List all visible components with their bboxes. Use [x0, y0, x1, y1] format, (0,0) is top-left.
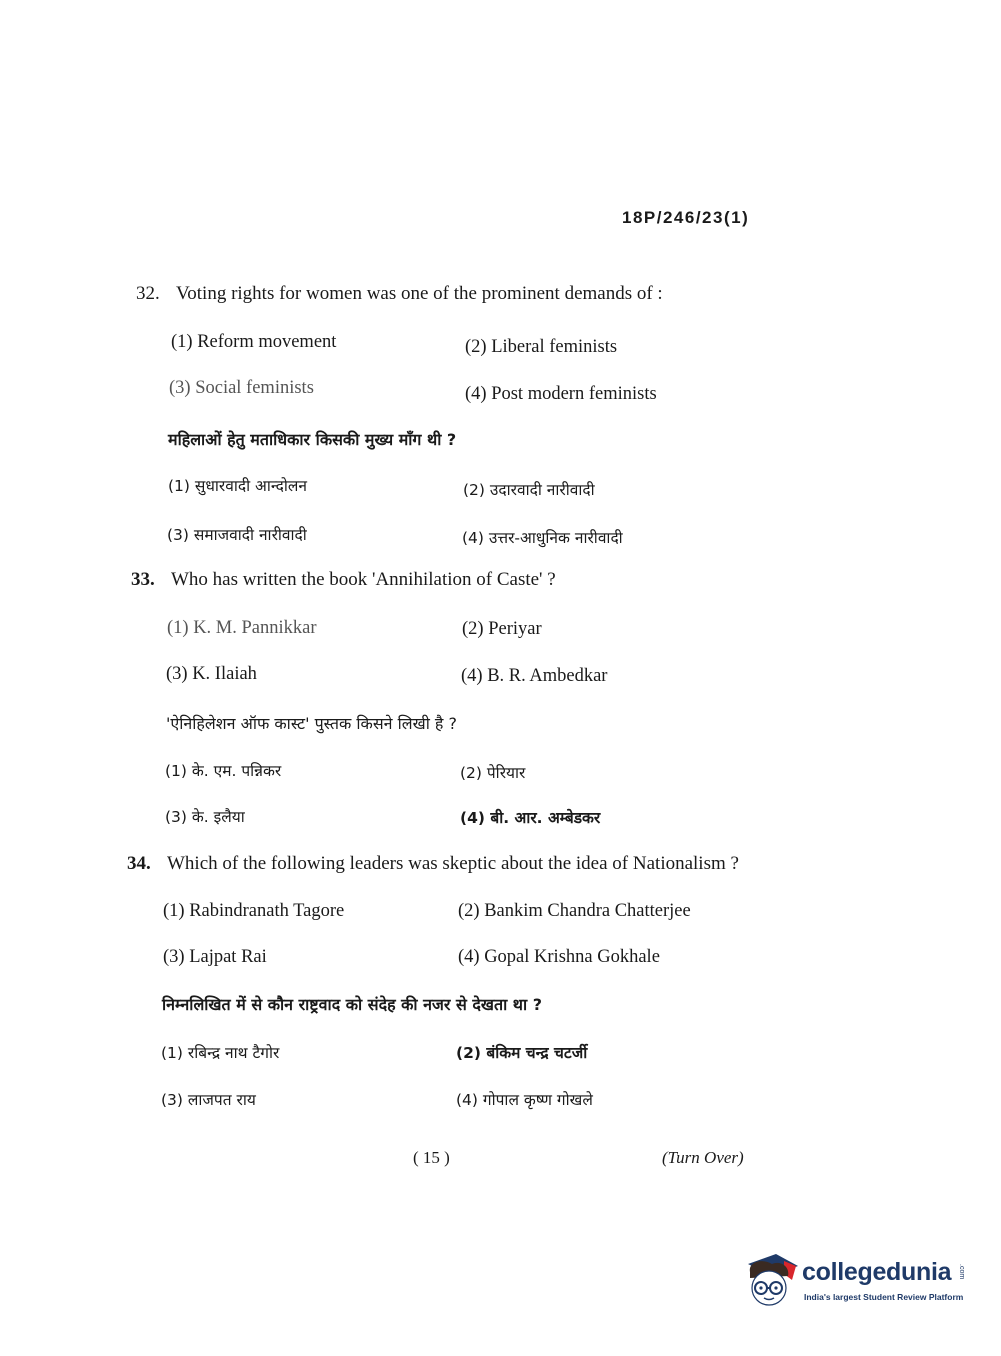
option-2: (2) Bankim Chandra Chatterjee — [458, 901, 691, 921]
option-1: (1) Rabindranath Tagore — [163, 901, 345, 921]
page-number: ( 15 ) — [413, 1148, 450, 1167]
option-4: (4) Post modern feminists — [465, 384, 657, 404]
question-number: 33. — [131, 569, 155, 590]
hindi-option-2: (2) उदारवादी नारीवादी — [463, 481, 595, 499]
hindi-question-text: निम्नलिखित में से कौन राष्ट्रवाद को संदेह की नजर से देखता था ? — [162, 995, 543, 1014]
question-text: Voting rights for women was one of the prominent demands of : — [176, 283, 663, 304]
option-3: (3) K. Ilaiah — [166, 664, 257, 684]
question-stem — [127, 853, 739, 875]
paper-code: 18P/246/23(1) — [622, 208, 750, 227]
hindi-option-2: (2) बंकिम चन्द्र चटर्जी — [456, 1044, 588, 1062]
hindi-option-4: (4) उत्तर-आधुनिक नारीवादी — [462, 529, 623, 547]
hindi-option-4: (4) बी. आर. अम्बेडकर — [460, 809, 601, 827]
logo-wordmark: collegedunia — [802, 1258, 952, 1286]
question-stem — [131, 569, 556, 591]
option-3: (3) Social feminists — [169, 378, 314, 398]
hindi-question-text: 'ऐनिहिलेशन ऑफ कास्ट' पुस्तक किसने लिखी है ? — [166, 714, 458, 733]
collegedunia-logo — [742, 1250, 972, 1310]
option-1: (1) K. M. Pannikkar — [167, 618, 317, 638]
option-2: (2) Periyar — [462, 619, 542, 639]
option-3: (3) Lajpat Rai — [163, 947, 267, 967]
hindi-option-1: (1) के. एम. पन्निकर — [165, 762, 282, 780]
question-stem — [136, 283, 663, 305]
option-4: (4) Gopal Krishna Gokhale — [458, 947, 660, 967]
question-text: Which of the following leaders was skeptic about the idea of Nationalism ? — [167, 853, 739, 874]
logo-tagline: India's largest Student Review Platform — [804, 1292, 964, 1302]
question-number: 34. — [127, 853, 151, 874]
question-text: Who has written the book 'Annihilation of Caste' ? — [171, 569, 556, 590]
mascot-icon — [742, 1250, 800, 1308]
turn-over-note: (Turn Over) — [662, 1148, 744, 1167]
hindi-option-3: (3) के. इलैया — [165, 808, 245, 826]
logo-domain-suffix: .com — [958, 1264, 965, 1280]
hindi-option-3: (3) लाजपत राय — [161, 1091, 256, 1109]
hindi-option-4: (4) गोपाल कृष्ण गोखले — [456, 1091, 593, 1109]
option-1: (1) Reform movement — [171, 332, 337, 352]
hindi-option-2: (2) पेरियार — [460, 764, 526, 782]
hindi-option-1: (1) सुधारवादी आन्दोलन — [168, 477, 308, 495]
option-2: (2) Liberal feminists — [465, 337, 618, 357]
question-number: 32. — [136, 283, 160, 304]
option-4: (4) B. R. Ambedkar — [461, 666, 608, 686]
hindi-option-3: (3) समाजवादी नारीवादी — [167, 526, 307, 544]
hindi-question-text: महिलाओं हेतु मताधिकार किसकी मुख्य माँग थी ? — [168, 430, 457, 449]
hindi-option-1: (1) रबिन्द्र नाथ टैगोर — [161, 1044, 280, 1062]
